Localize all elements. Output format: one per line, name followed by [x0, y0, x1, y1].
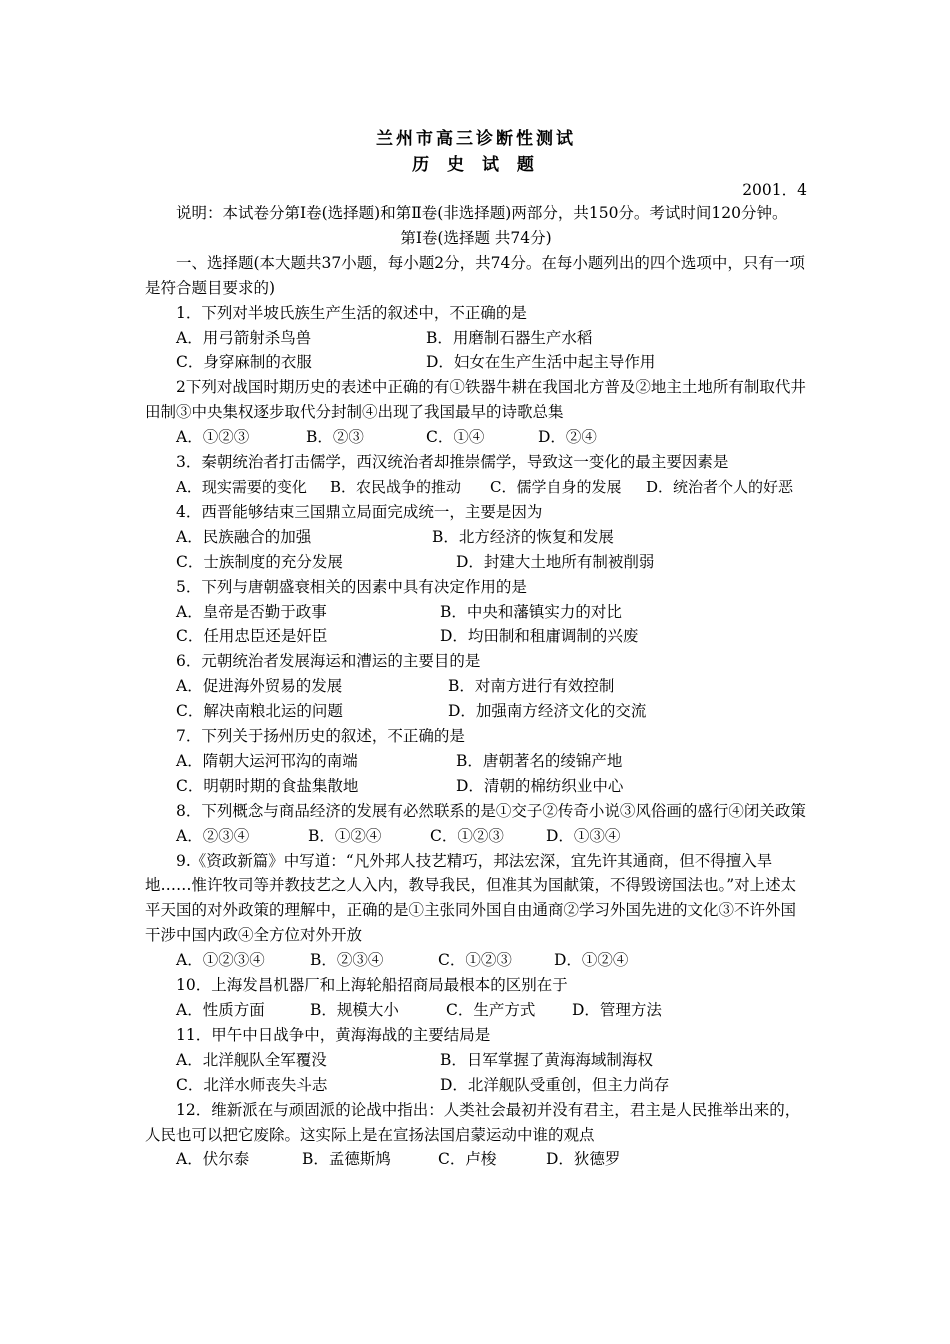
question-8-options	[145, 824, 807, 849]
exam-date: 2001．4	[742, 181, 807, 199]
question-6-options-row1	[145, 674, 807, 699]
option-c: C．解决南粮北运的问题	[176, 702, 343, 721]
option-d: D．统治者个人的好恶	[646, 477, 794, 496]
option-c: C．卢梭	[438, 1150, 497, 1169]
option-a: A．用弓箭射杀鸟兽	[176, 328, 312, 347]
option-a: A．①②③④	[176, 951, 265, 970]
section-description: 一、选择题(本大题共37小题，每小题2分，共74分。在每小题列出的四个选项中，只有一项是符合题目要求的)	[145, 253, 805, 297]
option-c: C．明朝时期的食盐集散地	[176, 776, 359, 795]
option-a: A．伏尔泰	[176, 1150, 250, 1169]
question-4-stem: 4．西晋能够结束三国鼎立局面完成统一，主要是因为	[176, 502, 543, 521]
option-b: B．中央和藩镇实力的对比	[440, 602, 622, 621]
question-5-options-row1	[145, 600, 807, 625]
option-d: D．清朝的棉纺织业中心	[456, 776, 624, 795]
option-b: B．日军掌握了黄海海域制海权	[440, 1050, 653, 1069]
option-b: B．规模大小	[310, 1001, 399, 1019]
option-d: D．封建大土地所有制被削弱	[456, 552, 655, 571]
question-11-options-row2	[145, 1073, 807, 1098]
option-b: B．唐朝著名的绫锦产地	[456, 751, 623, 770]
question-1-stem: 1．下列对半坡氏族生产生活的叙述中，不正确的是	[176, 303, 527, 322]
question-10-stem: 10．上海发昌机器厂和上海轮船招商局最根本的区别在于	[176, 976, 568, 995]
option-c: C．士族制度的充分发展	[176, 552, 343, 571]
option-c: C．北洋水师丧失斗志	[176, 1075, 328, 1094]
option-c: C．任用忠臣还是奸臣	[176, 627, 328, 646]
option-a: A．促进海外贸易的发展	[176, 677, 343, 696]
option-b: B．②③④	[310, 951, 384, 970]
section-title: 第Ⅰ卷(选择题 共74分)	[400, 228, 552, 247]
option-a: A．现实需要的变化	[176, 477, 307, 496]
option-a: A．①②③	[176, 428, 250, 447]
question-6-stem: 6．元朝统治者发展海运和漕运的主要目的是	[176, 652, 481, 671]
option-d: D．北洋舰队受重创，但主力尚存	[440, 1075, 670, 1094]
option-d: D．管理方法	[572, 1001, 662, 1019]
question-7-options-row2	[145, 774, 807, 799]
question-8-stem: 8．下列概念与商品经济的发展有必然联系的是①交子②传奇小说③风俗画的盛行④闭关政策	[176, 801, 806, 820]
question-7-options-row1	[145, 749, 807, 774]
option-a: A．北洋舰队全军覆没	[176, 1050, 327, 1069]
question-9-options	[145, 948, 807, 973]
exam-subtitle: 历 史 试 题	[412, 155, 540, 175]
question-4-options-row2	[145, 550, 807, 575]
question-2-stem: 2下列对战国时期历史的表述中正确的有①铁器牛耕在我国北方普及②地主土地所有制取代井田制③中央集权逐步取代分封制④出现了我国最早的诗歌总集	[145, 378, 806, 422]
option-c: C．儒学自身的发展	[490, 477, 622, 496]
question-3-stem: 3．秦朝统治者打击儒学，西汉统治者却推崇儒学，导致这一变化的最主要因素是	[176, 453, 729, 472]
option-d: D．均田制和租庸调制的兴废	[440, 627, 639, 646]
question-7-stem: 7．下列关于扬州历史的叙述，不正确的是	[176, 727, 465, 746]
option-c: C．①②③	[430, 826, 504, 845]
option-c: C．①④	[426, 428, 485, 447]
option-d: D．①②④	[554, 951, 629, 970]
question-3-options	[145, 475, 807, 500]
option-b: B．对南方进行有效控制	[448, 677, 615, 696]
question-1-options-row2	[145, 350, 807, 375]
question-1-options-row1	[145, 326, 807, 351]
question-10-options	[145, 998, 807, 1023]
option-a: A．民族融合的加强	[176, 527, 312, 546]
option-c: C．①②③	[438, 951, 512, 970]
question-12-stem: 12．维新派在与顽固派的论战中指出：人类社会最初并没有君主，君主是人民推举出来的，人民也可以把它废除。这实际上是在宣扬法国启蒙运动中谁的观点	[145, 1100, 801, 1144]
option-b: B．北方经济的恢复和发展	[432, 527, 614, 546]
option-d: D．加强南方经济文化的交流	[448, 702, 647, 721]
option-a: A．隋朝大运河邗沟的南端	[176, 751, 358, 770]
option-a: A．性质方面	[176, 1001, 265, 1019]
exam-title: 兰州市高三诊断性测试	[376, 129, 576, 149]
option-c: C．身穿麻制的衣服	[176, 353, 312, 372]
option-b: B．①②④	[308, 826, 382, 845]
option-b: B．农民战争的推动	[330, 477, 462, 496]
question-5-stem: 5．下列与唐朝盛衰相关的因素中具有决定作用的是	[176, 577, 527, 596]
option-c: C．生产方式	[446, 1001, 536, 1019]
question-2-options	[145, 425, 807, 450]
option-a: A．皇帝是否勤于政事	[176, 602, 327, 621]
option-a: A．②③④	[176, 826, 250, 845]
question-11-stem: 11．甲午中日战争中，黄海海战的主要结局是	[176, 1025, 491, 1044]
option-b: B．②③	[306, 428, 364, 447]
option-d: D．妇女在生产生活中起主导作用	[426, 353, 656, 372]
question-12-options	[145, 1147, 807, 1172]
option-d: D．①③④	[546, 826, 621, 845]
question-5-options-row2	[145, 624, 807, 649]
question-11-options-row1	[145, 1048, 807, 1073]
option-b: B．用磨制石器生产水稻	[426, 328, 593, 347]
option-d: D．②④	[538, 428, 597, 447]
question-9-stem: 9.《资政新篇》中写道：“凡外邦人技艺精巧，邦法宏深，宜先许其通商，但不得擅入旱地……惟许牧司等并教技艺之人入内，教导我民，但准其为国献策，不得毁谤国法也。”对上述太平天国的对外政策的理解中，正确的是①主张同外国自由通商②学习外国先进的文化③不许外国干涉中国内政④全方位对外开放	[145, 851, 797, 945]
option-b: B．孟德斯鸠	[302, 1150, 391, 1169]
exam-body	[145, 201, 807, 1172]
instructions: 说明：本试卷分第Ⅰ卷(选择题)和第Ⅱ卷(非选择题)两部分，共150分。考试时间120分钟。	[176, 204, 788, 222]
question-4-options-row1	[145, 525, 807, 550]
question-6-options-row2	[145, 699, 807, 724]
option-d: D．狄德罗	[546, 1150, 621, 1169]
